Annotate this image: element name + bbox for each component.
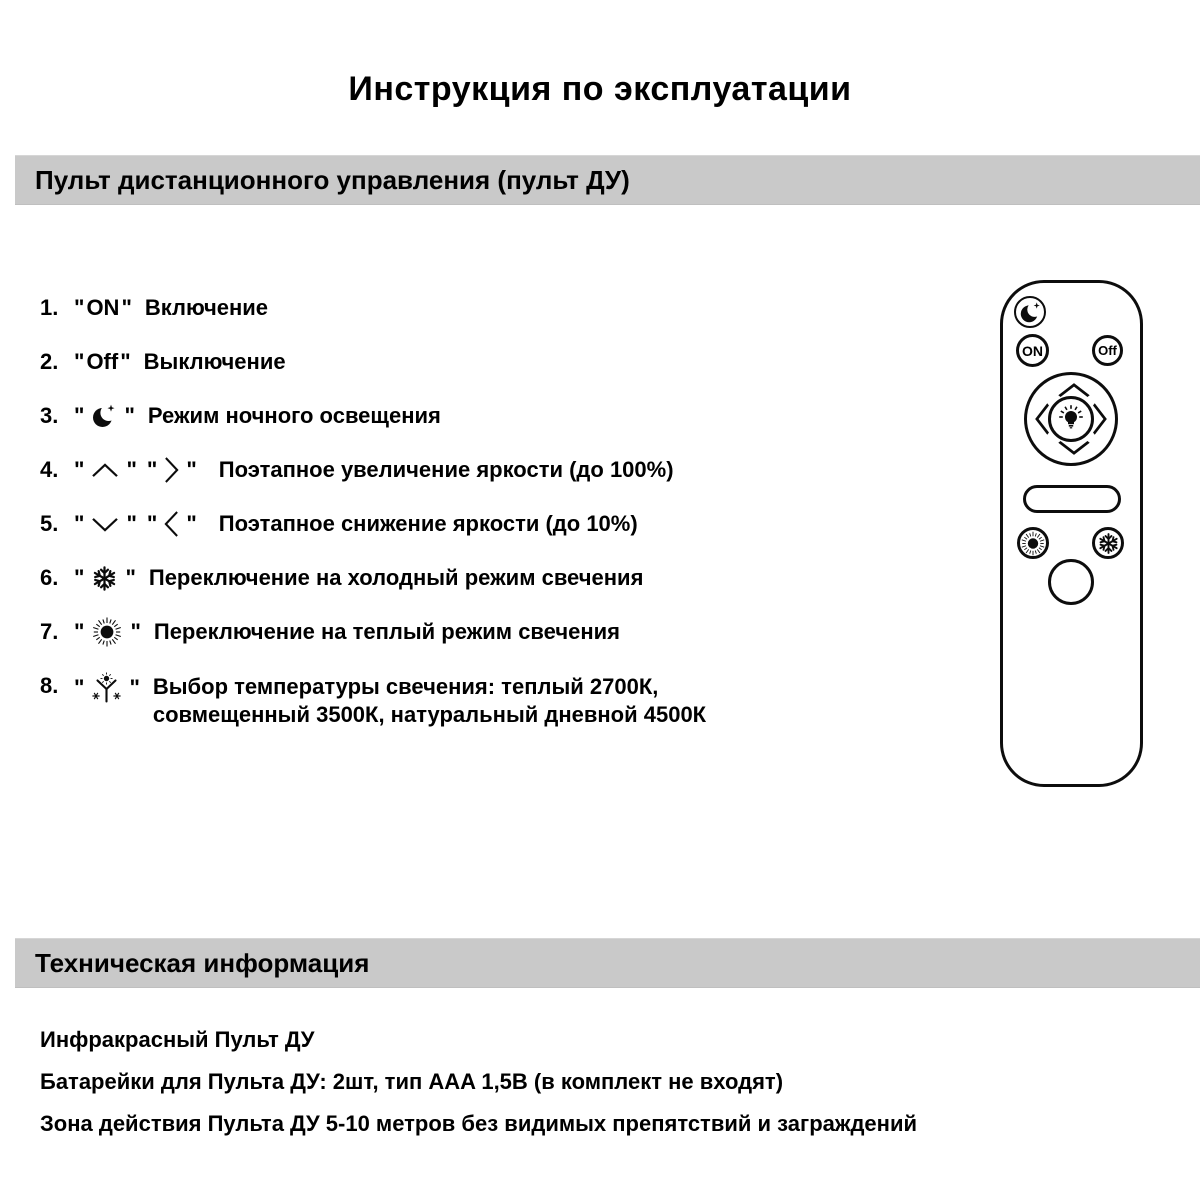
quoted-symbol [74,676,140,700]
quoted-symbol [74,350,131,374]
quoted-symbol [74,296,132,320]
open-quote: " [74,565,85,590]
quoted-symbol [147,458,197,482]
light-bulb-icon [1056,404,1086,434]
close-quote: " [130,619,141,644]
warm-sun-icon [91,616,123,648]
technical-info [40,1028,917,1154]
remote-section-header-label: Пульт дистанционного управления (пульт ДУ) [35,164,630,195]
brightness-dpad[interactable] [1024,372,1118,466]
off-button-label: Off [1098,343,1117,358]
instruction-item-7 [40,620,970,644]
snowflake-icon [1097,532,1120,555]
on-button-label: ON [1022,342,1043,359]
item-text: Выключение [143,349,286,374]
symbol-label: Off [86,349,119,374]
open-quote: " [74,675,85,700]
instruction-item-1 [40,296,970,320]
open-quote: " [74,457,85,482]
open-quote: " [146,511,158,536]
round-blank-button[interactable] [1048,559,1094,605]
item-text: Режим ночного освещения [147,403,441,428]
item-text: Поэтапное увеличение яркости (до 100%) [218,457,674,482]
warm-sun-icon [1020,530,1046,557]
tech-info-line-2: Батарейки для Пульта ДУ: 2шт, тип AAA 1,5В (в комплект не входят) [40,1069,784,1094]
close-quote: " [129,675,140,700]
temperature-select-icon [91,673,122,704]
item-text: Переключение на теплый режим свечения [153,619,621,644]
chevron-up-icon [91,463,119,478]
tech-section-header-bar [15,938,1200,988]
close-quote: " [121,295,132,320]
item-number: 8. [40,673,59,698]
instruction-item-3 [40,404,970,428]
tech-section-header-label: Техническая информация [35,947,370,978]
close-quote: " [186,457,197,482]
open-quote: " [74,349,85,374]
instruction-list [40,296,970,759]
item-number: 6. [40,565,59,590]
instruction-item-8 [40,674,970,729]
open-quote: " [146,457,158,482]
item-text: Выбор температуры свечения: теплый 2700К, совмещенный 3500К, натуральный дневной 4500К [152,674,707,727]
open-quote: " [74,619,85,644]
tech-info-line-1: Инфракрасный Пульт ДУ [40,1027,315,1052]
item-number: 1. [40,295,59,320]
remote-control-illustration [1000,280,1143,787]
crescent-moon-icon [1019,301,1042,324]
close-quote: " [124,403,135,428]
item-number: 4. [40,457,59,482]
close-quote: " [186,511,197,536]
quoted-symbol [147,512,197,536]
crescent-moon-icon [91,403,117,429]
quoted-symbol [74,512,137,536]
chevron-right-icon [164,456,179,484]
remote-section-header-bar [15,155,1200,205]
light-button[interactable] [1048,396,1094,442]
close-quote: " [126,511,137,536]
quoted-symbol [74,620,141,644]
item-text: Включение [144,295,269,320]
blank-pill-button[interactable] [1023,485,1121,513]
open-quote: " [74,295,85,320]
night-mode-button[interactable] [1014,296,1046,328]
item-number: 2. [40,349,59,374]
item-number: 5. [40,511,59,536]
open-quote: " [74,403,85,428]
quoted-symbol [74,404,135,428]
warm-mode-button[interactable] [1017,527,1049,559]
item-number: 3. [40,403,59,428]
instruction-item-2 [40,350,970,374]
close-quote: " [126,457,137,482]
chevron-right-icon[interactable] [1092,402,1107,436]
open-quote: " [74,511,85,536]
chevron-down-icon[interactable] [1057,440,1091,455]
page-title: Инструкция по эксплуатации [348,70,852,108]
close-quote: " [120,349,131,374]
close-quote: " [125,565,136,590]
on-button[interactable] [1016,334,1049,367]
tech-info-line-3: Зона действия Пульта ДУ 5-10 метров без видимых препятствий и заграждений [40,1111,918,1136]
item-text: Переключение на холодный режим свечения [148,565,644,590]
item-text: Поэтапное снижение яркости (до 10%) [218,511,638,536]
cold-mode-button[interactable] [1092,527,1124,559]
chevron-left-icon [164,510,179,538]
chevron-down-icon [91,517,119,532]
symbol-label: ON [86,295,120,320]
instruction-item-4 [40,458,970,482]
snowflake-icon [91,565,118,592]
off-button[interactable] [1092,335,1123,366]
instruction-item-6 [40,566,970,590]
instruction-item-5 [40,512,970,536]
quoted-symbol [74,566,136,590]
quoted-symbol [74,458,137,482]
item-number: 7. [40,619,59,644]
